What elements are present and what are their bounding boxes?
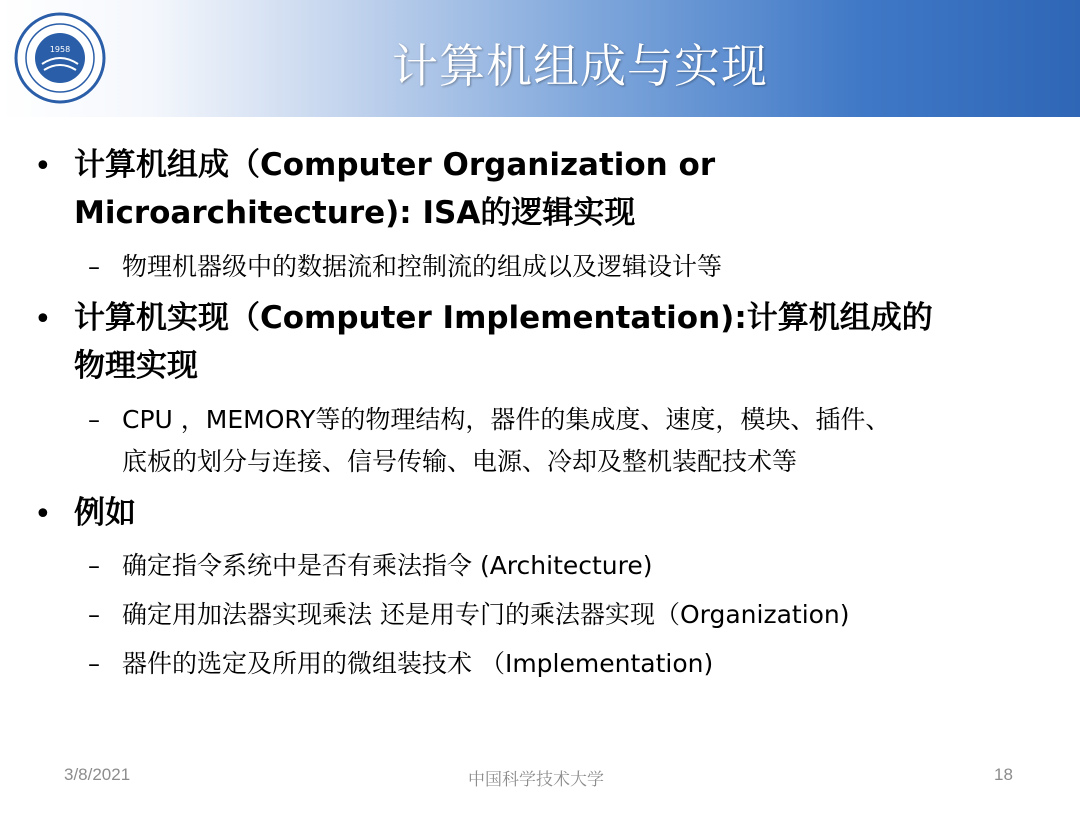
bullet-text: Microarchitecture): ISA的逻辑实现	[74, 195, 636, 231]
footer-date: 3/8/2021	[64, 765, 131, 784]
logo-year: 1958	[49, 45, 71, 54]
university-logo	[14, 12, 106, 104]
page-title: 计算机组成与实现	[392, 39, 768, 93]
bullet-text: 计算机实现（Computer Implementation):计算机组成的	[74, 300, 933, 336]
page-number: 18	[994, 765, 1013, 784]
dash-icon: –	[88, 406, 100, 434]
bullet-icon: •	[34, 302, 52, 337]
sub-bullet-text: 确定指令系统中是否有乘法指令 (Architecture)	[122, 551, 653, 580]
bullet-icon: •	[34, 497, 52, 532]
dash-icon: –	[88, 601, 100, 629]
sub-bullet-text: 确定用加法器实现乘法 还是用专门的乘法器实现（Organization)	[122, 600, 850, 629]
dash-icon: –	[88, 552, 100, 580]
title-bar	[0, 0, 1080, 117]
sub-bullet-text: 物理机器级中的数据流和控制流的组成以及逻辑设计等	[122, 252, 723, 281]
sub-bullet-text: 底板的划分与连接、信号传输、电源、冷却及整机装配技术等	[122, 447, 798, 476]
bullet-text: 物理实现	[74, 348, 198, 384]
footer-org: 中国科学技术大学	[468, 770, 604, 789]
sub-bullet-text: CPU ，MEMORY等的物理结构，器件的集成度、速度，模块、插件、	[122, 405, 891, 434]
dash-icon: –	[88, 253, 100, 281]
dash-icon: –	[88, 650, 100, 678]
bullet-text: 计算机组成（Computer Organization or	[74, 147, 716, 183]
bullet-text: 例如	[74, 495, 136, 531]
bullet-icon: •	[34, 149, 52, 184]
sub-bullet-text: 器件的选定及所用的微组装技术 （Implementation)	[122, 649, 714, 678]
